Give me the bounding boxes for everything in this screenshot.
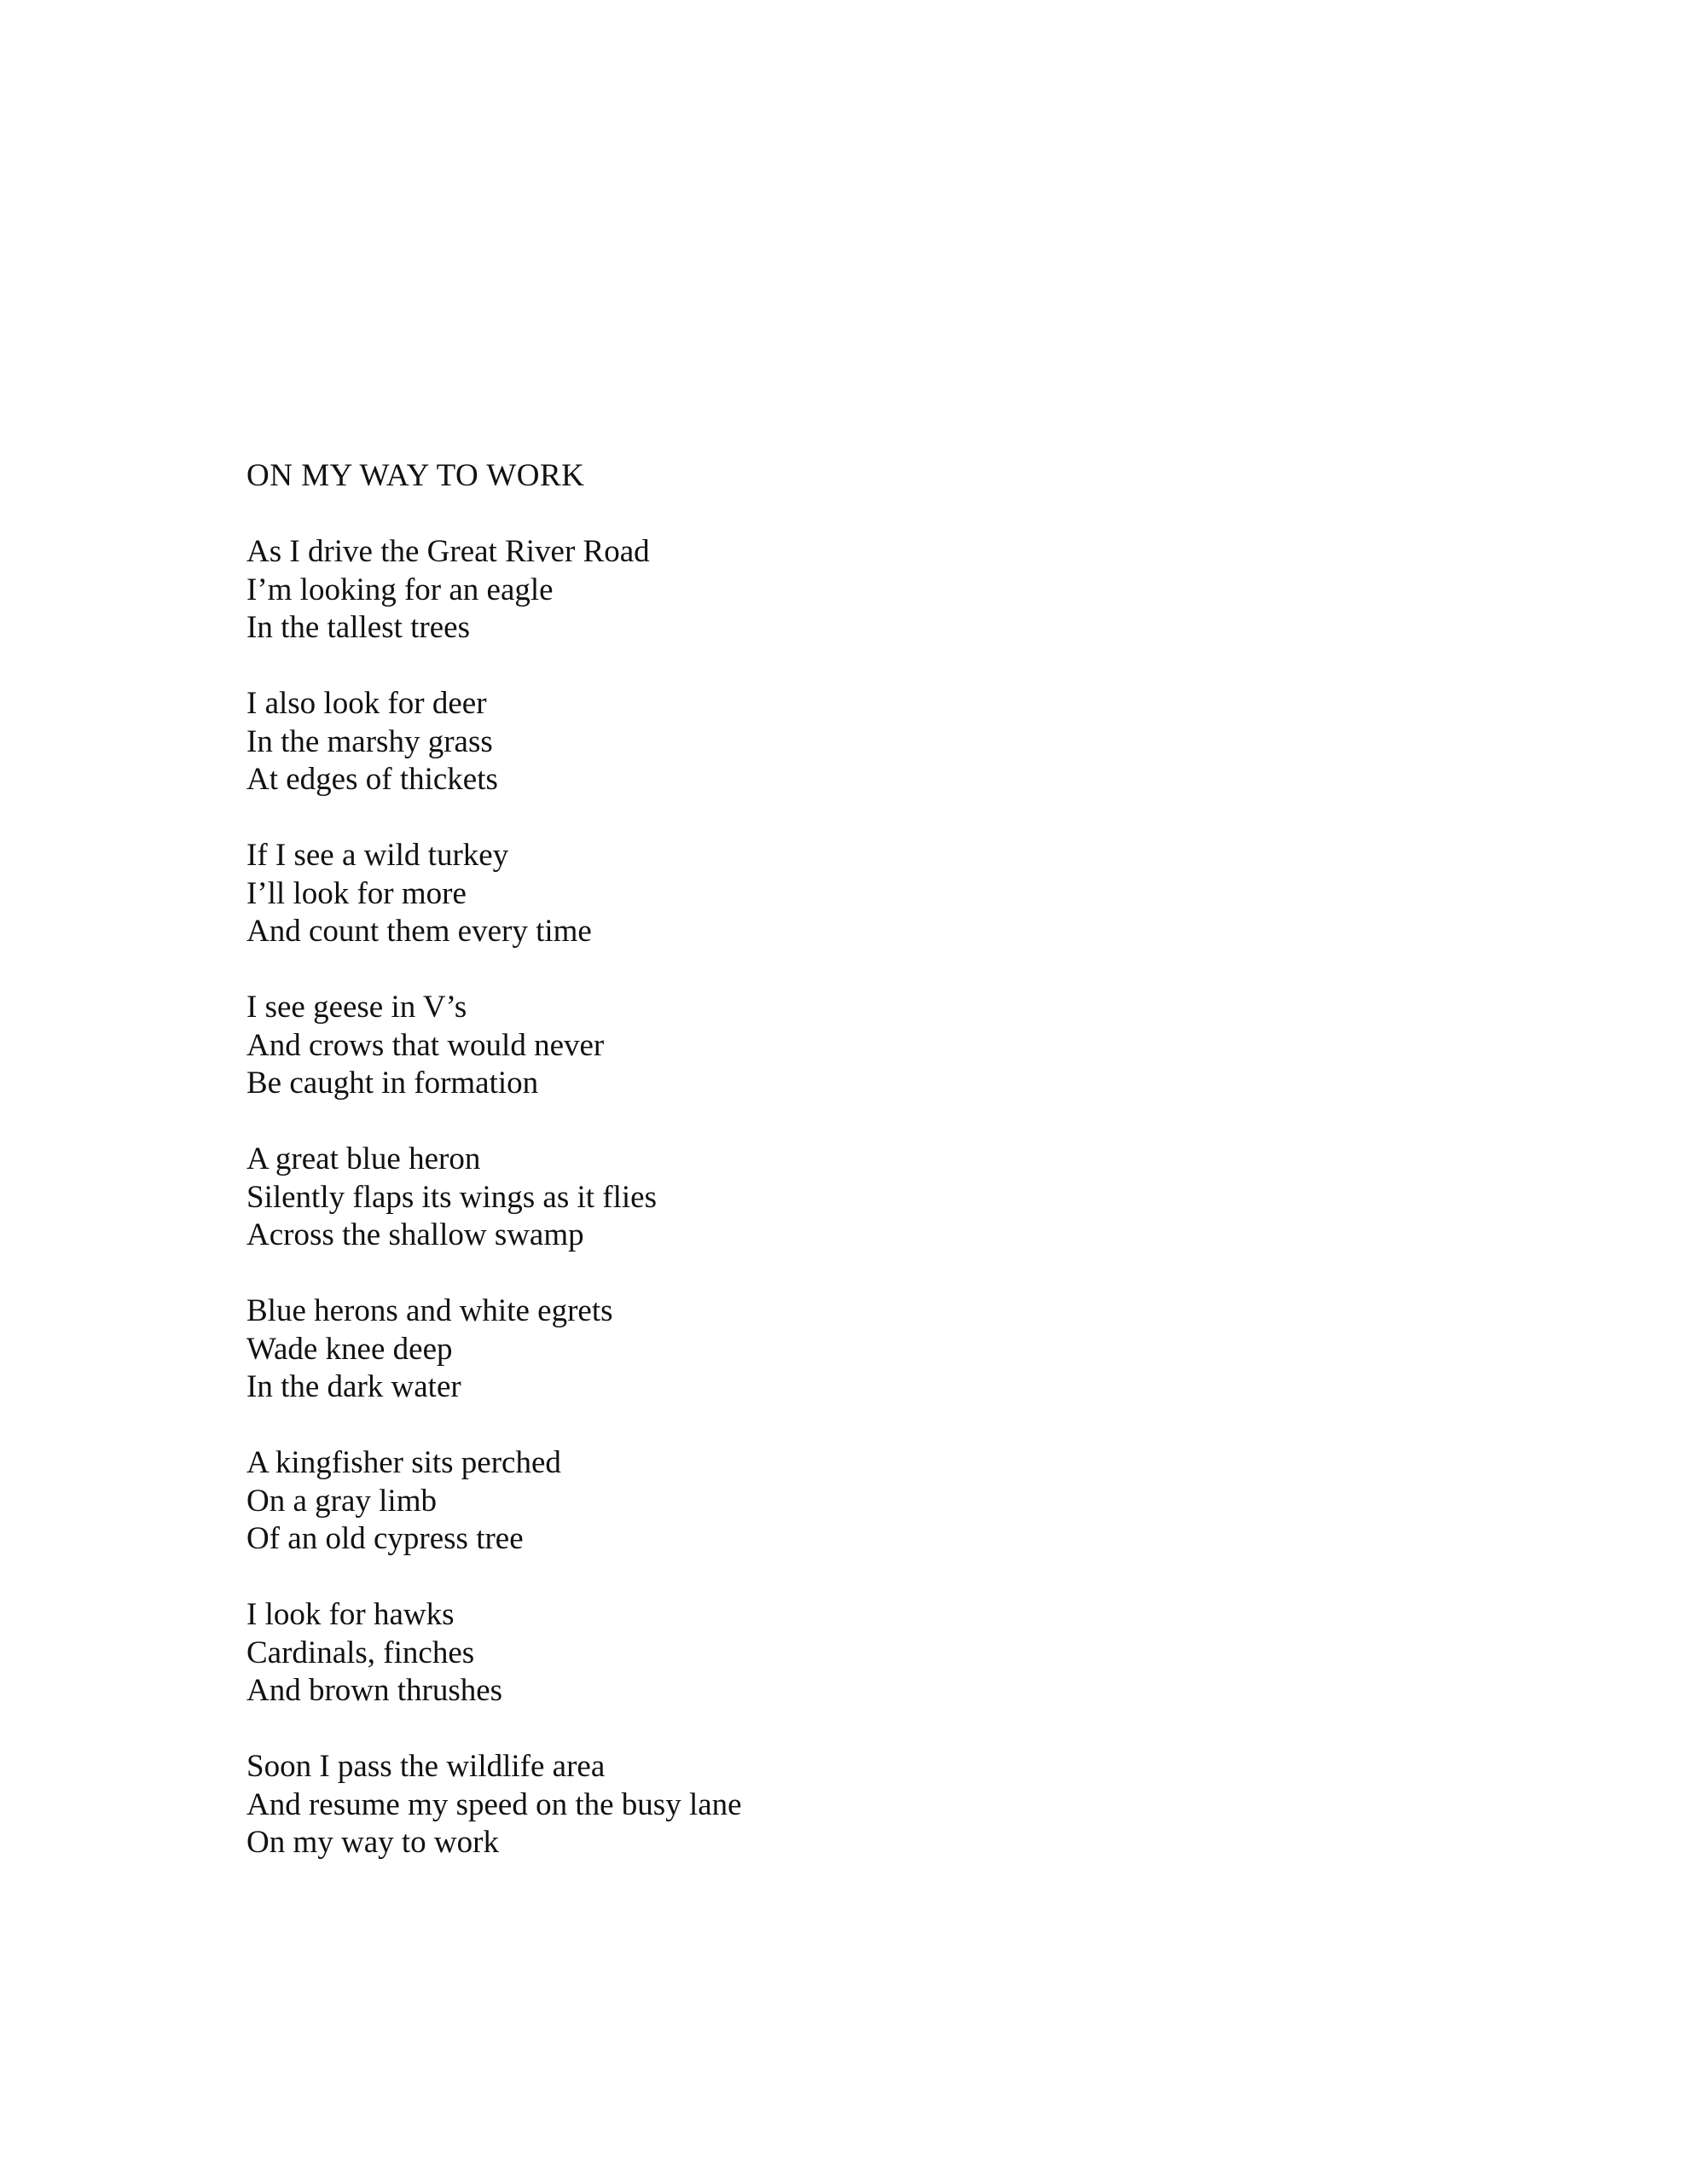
poem-line: Wade knee deep (246, 1331, 453, 1367)
stanza-7 (246, 1444, 1441, 1559)
poem-line: In the marshy grass (246, 723, 493, 759)
poem-line: If I see a wild turkey (246, 838, 509, 873)
poem-line: Be caught in formation (246, 1066, 539, 1101)
stanza-8 (246, 1596, 1441, 1711)
poem-line: And resume my speed on the busy lane (246, 1786, 742, 1822)
poem-line: And brown thrushes (246, 1673, 503, 1708)
poem-line: As I drive the Great River Road (246, 534, 650, 569)
poem-line: And count them every time (246, 914, 592, 949)
poem-line: In the dark water (246, 1369, 461, 1404)
stanza-5 (246, 1141, 1441, 1255)
poem-line: Silently flaps its wings as it flies (246, 1179, 657, 1215)
poem-line: I’ll look for more (246, 875, 467, 911)
poem-line: I’m looking for an eagle (246, 572, 554, 607)
stanza-4 (246, 989, 1441, 1103)
poem-line: On a gray limb (246, 1483, 437, 1519)
poem-line: And crows that would never (246, 1027, 605, 1063)
stanza-6 (246, 1292, 1441, 1407)
stanza-1 (246, 533, 1441, 648)
stanza-9 (246, 1748, 1441, 1862)
poem-line: In the tallest trees (246, 610, 470, 645)
poem-line: Soon I pass the wildlife area (246, 1749, 606, 1784)
poem-line: Across the shallow swamp (246, 1217, 584, 1252)
poem-line: A great blue heron (246, 1141, 481, 1176)
poem-line: A kingfisher sits perched (246, 1445, 561, 1480)
poem-line: Blue herons and white egrets (246, 1293, 613, 1328)
poem-line: Of an old cypress tree (246, 1521, 524, 1556)
poem-line: At edges of thickets (246, 762, 498, 797)
stanza-3 (246, 837, 1441, 951)
poem-line: I look for hawks (246, 1597, 455, 1632)
poem-title: ON MY WAY TO WORK (246, 458, 585, 493)
poem-line: I also look for deer (246, 686, 487, 721)
poem-line: Cardinals, finches (246, 1635, 475, 1670)
poem-line: I see geese in V’s (246, 990, 467, 1025)
stanza-2 (246, 685, 1441, 799)
poem (246, 457, 1441, 1900)
poem-line: On my way to work (246, 1825, 499, 1860)
